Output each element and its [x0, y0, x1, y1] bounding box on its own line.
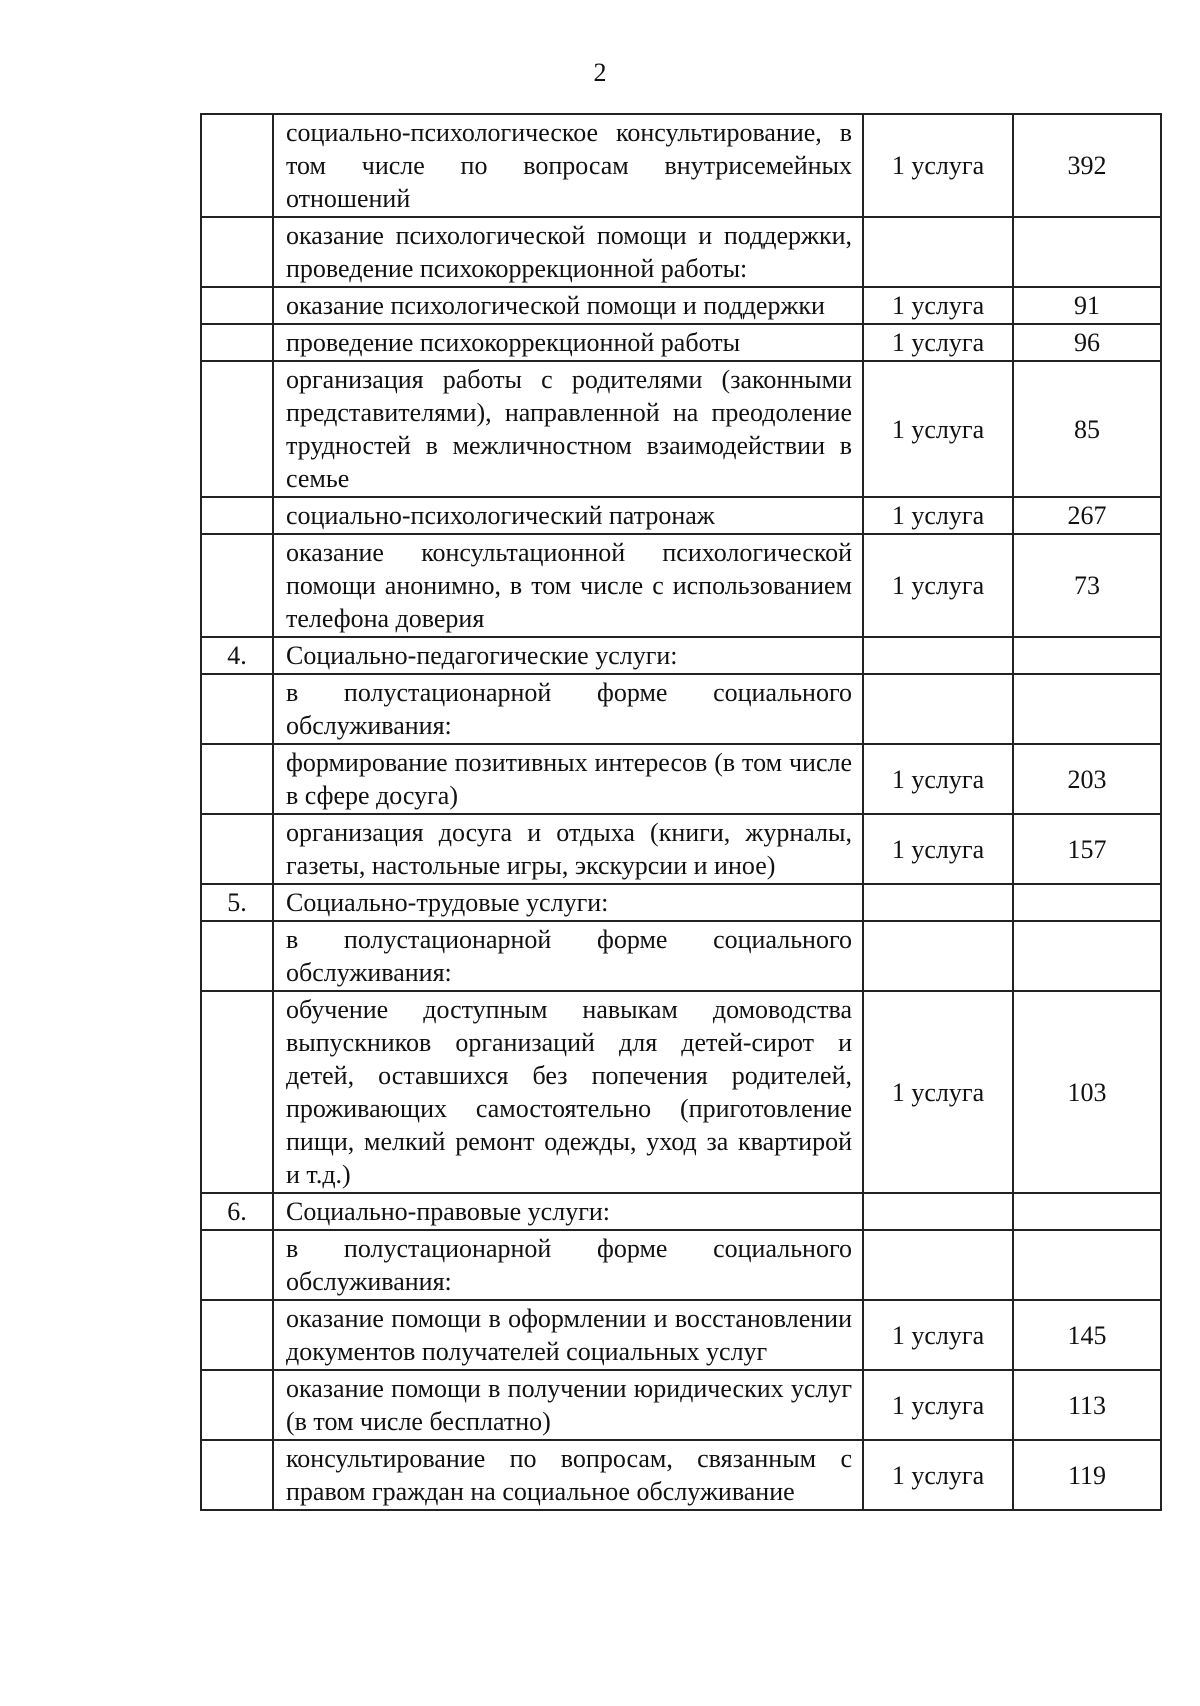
service-value: 267 — [1013, 497, 1161, 534]
service-value: 113 — [1013, 1370, 1161, 1440]
unit-of-measure: 1 услуга — [863, 1300, 1013, 1370]
row-number — [201, 217, 273, 287]
unit-of-measure — [863, 1230, 1013, 1300]
service-value: 85 — [1013, 361, 1161, 497]
unit-of-measure — [863, 674, 1013, 744]
unit-of-measure: 1 услуга — [863, 1370, 1013, 1440]
row-number — [201, 1300, 273, 1370]
row-number — [201, 324, 273, 361]
row-number — [201, 921, 273, 991]
table-row — [201, 1440, 1161, 1510]
unit-of-measure — [863, 884, 1013, 921]
service-name: оказание консультационной психологической помощи анонимно, в том числе с использованием телефона доверия — [273, 534, 863, 637]
table-row — [201, 1300, 1161, 1370]
service-name: оказание помощи в оформлении и восстановлении документов получателей социальных услуг — [273, 1300, 863, 1370]
table-row — [201, 361, 1161, 497]
row-number — [201, 497, 273, 534]
table-row — [201, 637, 1161, 674]
service-value: 392 — [1013, 114, 1161, 217]
row-number — [201, 1440, 273, 1510]
table-row — [201, 1370, 1161, 1440]
service-name: в полустационарной форме социального обслуживания: — [273, 674, 863, 744]
table-row — [201, 324, 1161, 361]
row-number — [201, 744, 273, 814]
row-number: 5. — [201, 884, 273, 921]
table-row — [201, 921, 1161, 991]
service-name: оказание психологической помощи и поддержки, проведение психокоррекционной работы: — [273, 217, 863, 287]
service-name: в полустационарной форме социального обслуживания: — [273, 921, 863, 991]
service-value: 203 — [1013, 744, 1161, 814]
table-row — [201, 497, 1161, 534]
unit-of-measure: 1 услуга — [863, 1440, 1013, 1510]
service-value: 119 — [1013, 1440, 1161, 1510]
service-value — [1013, 921, 1161, 991]
table-row — [201, 287, 1161, 324]
unit-of-measure — [863, 637, 1013, 674]
page-number: 2 — [593, 58, 607, 87]
row-number — [201, 1230, 273, 1300]
table-row — [201, 744, 1161, 814]
row-number: 6. — [201, 1193, 273, 1230]
row-number: 4. — [201, 637, 273, 674]
unit-of-measure: 1 услуга — [863, 497, 1013, 534]
service-name: консультирование по вопросам, связанным с правом граждан на социальное обслуживание — [273, 1440, 863, 1510]
table-row — [201, 814, 1161, 884]
service-name: Социально-правовые услуги: — [273, 1193, 863, 1230]
unit-of-measure: 1 услуга — [863, 814, 1013, 884]
service-value — [1013, 1193, 1161, 1230]
service-name: в полустационарной форме социального обслуживания: — [273, 1230, 863, 1300]
service-name: социально-психологическое консультирование, в том числе по вопросам внутрисемейных отношений — [273, 114, 863, 217]
service-value — [1013, 1230, 1161, 1300]
unit-of-measure: 1 услуга — [863, 361, 1013, 497]
service-name: организация досуга и отдыха (книги, журналы, газеты, настольные игры, экскурсии и иное) — [273, 814, 863, 884]
service-name: Социально-трудовые услуги: — [273, 884, 863, 921]
table-row — [201, 534, 1161, 637]
row-number — [201, 814, 273, 884]
service-name: обучение доступным навыкам домоводства выпускников организаций для детей-сирот и детей, оставшихся без попечения родителей, проживающих самостоятельно (приготовление пищи, мелкий ремонт одежды, уход за квартирой и т.д.) — [273, 991, 863, 1193]
service-value: 73 — [1013, 534, 1161, 637]
service-value: 96 — [1013, 324, 1161, 361]
services-table — [200, 113, 1162, 1511]
unit-of-measure — [863, 1193, 1013, 1230]
service-name: организация работы с родителями (законными представителями), направленной на преодоление трудностей в межличностном взаимодействии в семье — [273, 361, 863, 497]
service-value — [1013, 217, 1161, 287]
service-name: оказание помощи в получении юридических услуг (в том числе бесплатно) — [273, 1370, 863, 1440]
unit-of-measure: 1 услуга — [863, 991, 1013, 1193]
unit-of-measure — [863, 921, 1013, 991]
table-row — [201, 991, 1161, 1193]
service-name: оказание психологической помощи и поддержки — [273, 287, 863, 324]
service-value: 103 — [1013, 991, 1161, 1193]
table-row — [201, 884, 1161, 921]
row-number — [201, 674, 273, 744]
row-number — [201, 1370, 273, 1440]
unit-of-measure: 1 услуга — [863, 534, 1013, 637]
service-name: формирование позитивных интересов (в том числе в сфере досуга) — [273, 744, 863, 814]
service-name: проведение психокоррекционной работы — [273, 324, 863, 361]
row-number — [201, 534, 273, 637]
unit-of-measure — [863, 217, 1013, 287]
unit-of-measure: 1 услуга — [863, 287, 1013, 324]
table-row — [201, 114, 1161, 217]
row-number — [201, 114, 273, 217]
service-name: Социально-педагогические услуги: — [273, 637, 863, 674]
service-value — [1013, 637, 1161, 674]
table-body — [201, 114, 1161, 1510]
row-number — [201, 361, 273, 497]
service-value: 145 — [1013, 1300, 1161, 1370]
service-value — [1013, 884, 1161, 921]
service-value: 91 — [1013, 287, 1161, 324]
service-value: 157 — [1013, 814, 1161, 884]
unit-of-measure: 1 услуга — [863, 324, 1013, 361]
unit-of-measure: 1 услуга — [863, 744, 1013, 814]
table-row — [201, 217, 1161, 287]
table-row — [201, 1230, 1161, 1300]
table-row — [201, 1193, 1161, 1230]
unit-of-measure: 1 услуга — [863, 114, 1013, 217]
row-number — [201, 287, 273, 324]
row-number — [201, 991, 273, 1193]
table-row — [201, 674, 1161, 744]
service-name: социально-психологический патронаж — [273, 497, 863, 534]
service-value — [1013, 674, 1161, 744]
